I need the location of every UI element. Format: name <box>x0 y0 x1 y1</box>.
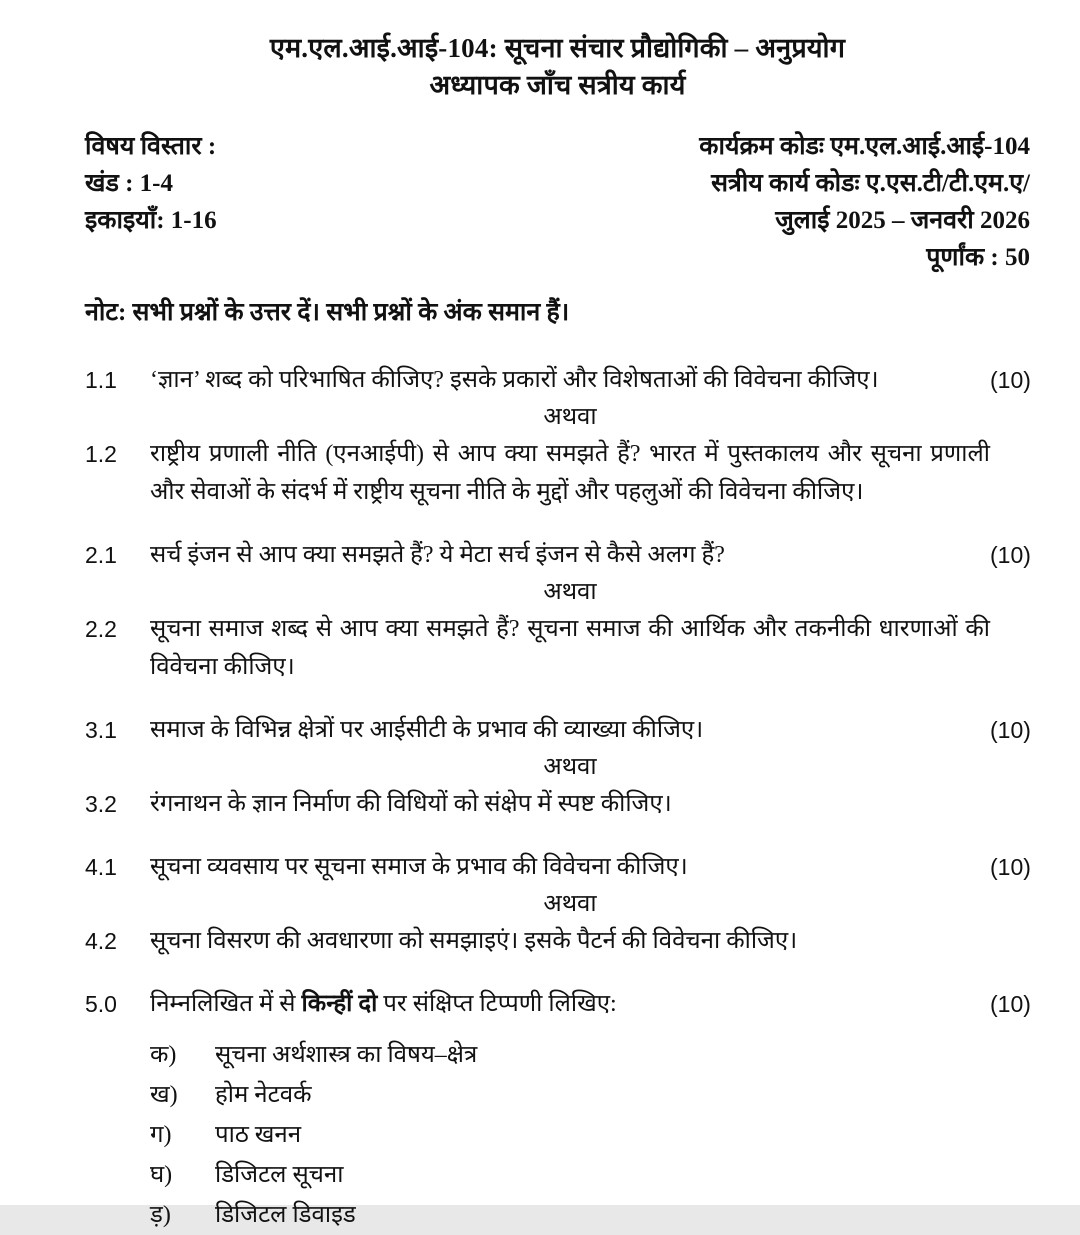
question-row-4-2 <box>85 922 1030 960</box>
list-item <box>150 1075 1030 1115</box>
item-label: घ) <box>150 1162 173 1188</box>
assignment-code-line: सत्रीय कार्य कोडः ए.एस.टी/टी.एम.ए/ <box>711 170 1030 197</box>
question-number: 1.2 <box>85 441 117 467</box>
question-marks: (10) <box>990 991 1031 1017</box>
item-text: होम नेटवर्क <box>215 1082 312 1108</box>
or-separator: अथवा <box>543 754 597 780</box>
meta-right-block <box>699 128 1030 276</box>
question-number: 4.2 <box>85 928 117 954</box>
document-title-line1: एम.एल.आई.आई-104: सूचना संचार प्रौद्योगिकी – अनुप्रयोग <box>269 33 846 63</box>
question-number: 5.0 <box>85 991 117 1017</box>
short-notes-list <box>150 1035 1030 1235</box>
question-marks: (10) <box>990 542 1031 568</box>
item-text: डिजिटल सूचना <box>215 1162 344 1188</box>
total-marks-line: पूर्णांक : 50 <box>926 244 1030 271</box>
question-row-4-1 <box>85 848 1030 886</box>
questions-section <box>85 361 1030 1235</box>
question-number: 3.2 <box>85 791 117 817</box>
item-label: ग) <box>150 1122 172 1148</box>
blocks-line: खंड : 1-4 <box>85 170 173 197</box>
question-row-3-2 <box>85 785 1030 823</box>
question-group-2 <box>85 536 1030 686</box>
question-group-3 <box>85 711 1030 823</box>
units-line: इकाइयाँ: 1-16 <box>85 207 217 234</box>
item-label: ख) <box>150 1082 178 1108</box>
question-number: 4.1 <box>85 854 117 880</box>
programme-code-line: कार्यक्रम कोडः एम.एल.आई.आई-104 <box>699 133 1030 160</box>
or-separator: अथवा <box>543 891 597 917</box>
item-label: ड़) <box>150 1202 171 1228</box>
item-text: सूचना अर्थशास्त्र का विषय–क्षेत्र <box>215 1042 478 1068</box>
question-number: 1.1 <box>85 367 117 393</box>
question-text <box>150 985 990 1023</box>
question-number: 2.1 <box>85 542 117 568</box>
question-text: ‘ज्ञान’ शब्द को परिभाषित कीजिए? इसके प्रकारों और विशेषताओं की विवेचना कीजिए। <box>150 367 879 393</box>
document-header <box>85 30 1030 104</box>
question-row-1-2 <box>85 435 1030 511</box>
question-group-4 <box>85 848 1030 960</box>
item-text: पाठ खनन <box>215 1122 302 1148</box>
question-marks: (10) <box>990 367 1031 393</box>
list-item <box>150 1155 1030 1195</box>
question5-text-bold: किन्हीं दो <box>301 991 378 1017</box>
meta-left-block <box>85 128 217 239</box>
question-number: 2.2 <box>85 616 117 642</box>
question-group-5 <box>85 985 1030 1235</box>
question-row-5-0 <box>85 985 1030 1023</box>
question-group-1 <box>85 361 1030 511</box>
question-marks: (10) <box>990 717 1031 743</box>
session-line: जुलाई 2025 – जनवरी 2026 <box>775 207 1030 234</box>
meta-section <box>85 128 1030 276</box>
question-text: सूचना व्यवसाय पर सूचना समाज के प्रभाव की विवेचना कीजिए। <box>150 854 688 880</box>
question-row-2-2 <box>85 610 1030 686</box>
question-row-2-1 <box>85 536 1030 574</box>
question-text: सर्च इंजन से आप क्या समझते हैं? ये मेटा सर्च इंजन से कैसे अलग हैं? <box>150 542 725 568</box>
subject-coverage-line: विषय विस्तार : <box>85 133 217 160</box>
question-number: 3.1 <box>85 717 117 743</box>
question-text: रंगनाथन के ज्ञान निर्माण की विधियों को संक्षेप में स्पष्ट कीजिए। <box>150 791 672 817</box>
question-marks: (10) <box>990 854 1031 880</box>
question-text: समाज के विभिन्न क्षेत्रों पर आईसीटी के प्रभाव की व्याख्या कीजिए। <box>150 717 704 743</box>
item-text: डिजिटल डिवाइड <box>215 1202 356 1228</box>
document-title-line2: अध्यापक जाँच सत्रीय कार्य <box>429 70 686 100</box>
list-item <box>150 1195 1030 1235</box>
list-item <box>150 1115 1030 1155</box>
or-separator: अथवा <box>543 579 597 605</box>
item-label: क) <box>150 1042 177 1068</box>
question-row-1-1 <box>85 361 1030 399</box>
note-line: नोट: सभी प्रश्नों के उत्तर दें। सभी प्रश्नों के अंक समान हैं। <box>85 299 570 326</box>
question-text: सूचना समाज शब्द से आप क्या समझते हैं? सूचना समाज की आर्थिक और तकनीकी धारणाओं की विवेचना कीजिए। <box>150 616 990 680</box>
question5-text-suffix: पर संक्षिप्त टिप्पणी लिखिए: <box>377 991 617 1017</box>
or-separator: अथवा <box>543 404 597 430</box>
question-text: राष्ट्रीय प्रणाली नीति (एनआईपी) से आप क्या समझते हैं? भारत में पुस्तकालय और सूचना प्रणाली और सेवाओं के संदर्भ में राष्ट्रीय सूचना नीति के मुद्दों और पहलुओं की विवेचना कीजिए। <box>150 441 990 505</box>
list-item <box>150 1035 1030 1075</box>
question-row-3-1 <box>85 711 1030 749</box>
question5-text-prefix: निम्नलिखित में से <box>150 991 302 1017</box>
question-text: सूचना विसरण की अवधारणा को समझाइएं। इसके पैटर्न की विवेचना कीजिए। <box>150 928 798 954</box>
